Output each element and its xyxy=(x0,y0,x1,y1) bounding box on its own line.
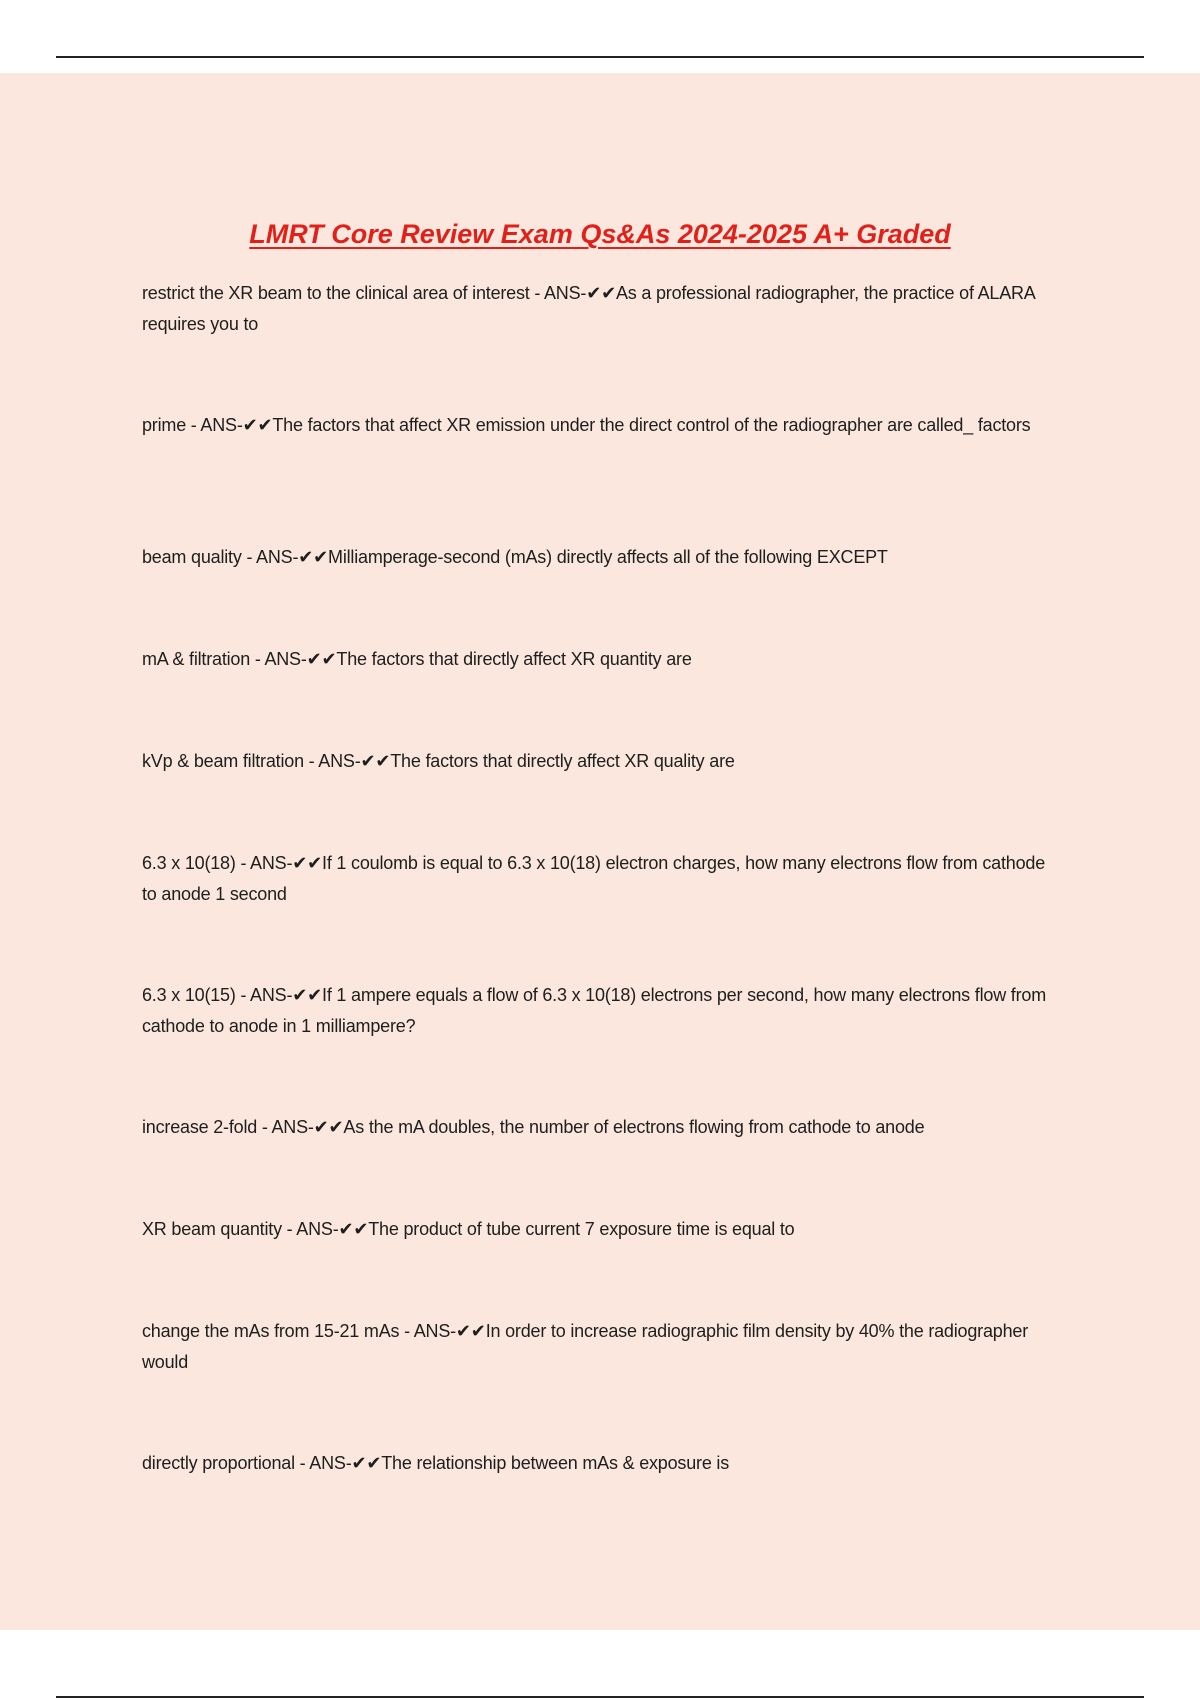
document-title-text: LMRT Core Review Exam Qs&As 2024-2025 A+ Graded xyxy=(249,219,951,249)
qa-item: beam quality - ANS-✔✔Milliamperage-second (mAs) directly affects all of the following EXCEPT xyxy=(142,547,888,567)
qa-item: mA & filtration - ANS-✔✔The factors that directly affect XR quantity are xyxy=(142,649,692,669)
qa-item: prime - ANS-✔✔The factors that affect XR emission under the direct control of the radiographer are called_ factors xyxy=(142,415,1031,435)
qa-item: kVp & beam filtration - ANS-✔✔The factors that directly affect XR quality are xyxy=(142,751,735,771)
qa-item: restrict the XR beam to the clinical area of interest - ANS-✔✔As a professional radiographer, the practice of ALARA requires you to xyxy=(142,283,1035,334)
qa-item: directly proportional - ANS-✔✔The relationship between mAs & exposure is xyxy=(142,1453,730,1473)
qa-item: increase 2-fold - ANS-✔✔As the mA doubles, the number of electrons flowing from cathode to anode xyxy=(142,1117,925,1137)
qa-item: 6.3 x 10(18) - ANS-✔✔If 1 coulomb is equal to 6.3 x 10(18) electron charges, how many electrons flow from cathode to anode 1 second xyxy=(142,853,1046,904)
document-title xyxy=(0,214,1200,254)
qa-item: 6.3 x 10(15) - ANS-✔✔If 1 ampere equals a flow of 6.3 x 10(18) electrons per second, how many electrons flow from cathode to anode in 1 milliampere? xyxy=(142,985,1046,1036)
qa-item: XR beam quantity - ANS-✔✔The product of tube current 7 exposure time is equal to xyxy=(142,1219,795,1239)
bottom-rule xyxy=(56,1696,1144,1698)
top-rule xyxy=(56,56,1144,58)
qa-item: change the mAs from 15-21 mAs - ANS-✔✔In order to increase radiographic film density by 40% the radiographer would xyxy=(142,1321,1028,1372)
